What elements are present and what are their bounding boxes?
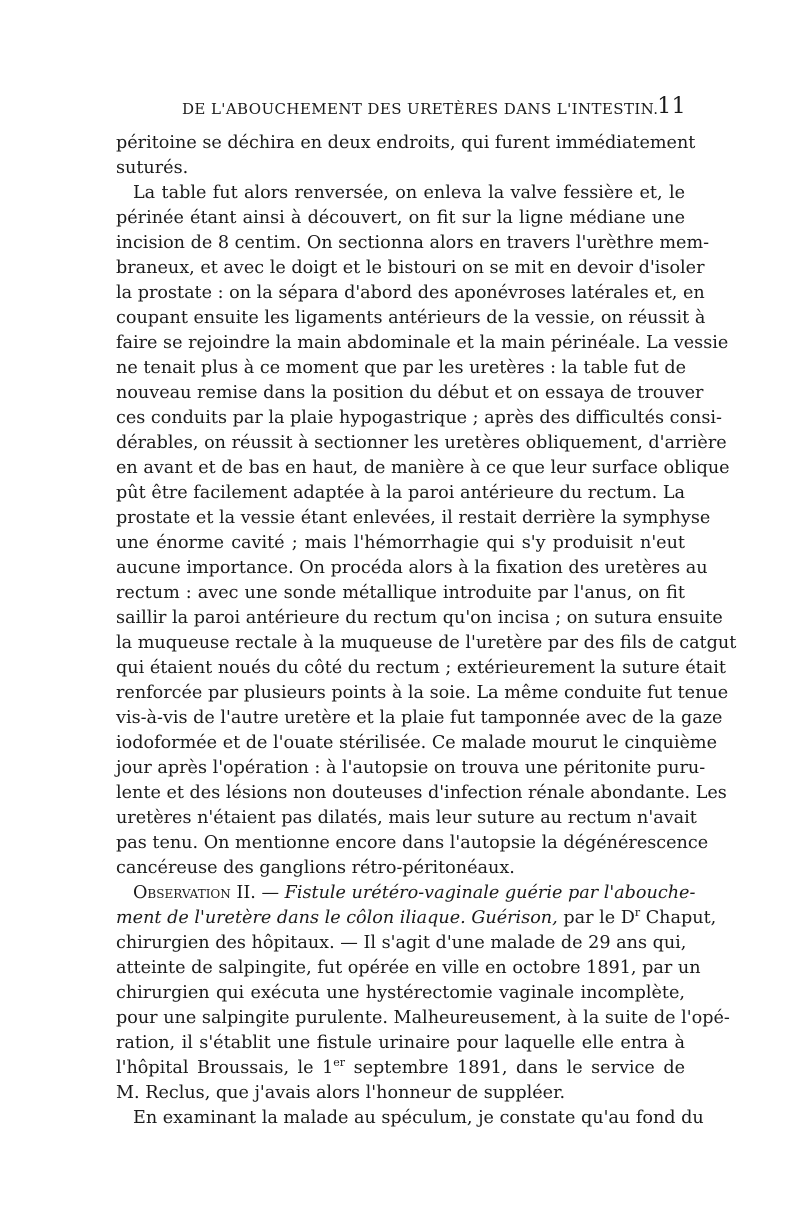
text-line: pût être facilement adaptée à la paroi antérieure du rectum. La (116, 483, 685, 503)
text-line: nouveau remise dans la position du début et on essaya de trouver (116, 383, 704, 403)
page-header (116, 94, 686, 124)
text-line: prostate et la vessie étant enlevées, il restait derrière la symphyse (116, 508, 711, 528)
date-line-start: l'hôpital Broussais, le 1 (116, 1058, 334, 1078)
text-line: M. Reclus, que j'avais alors l'honneur de suppléer. (116, 1083, 566, 1103)
date-line (116, 1055, 685, 1081)
text-line: incision de 8 centim. On sectionna alors en travers l'urèthre mem- (116, 233, 710, 253)
text-line: chirurgien des hôpitaux. — Il s'agit d'une malade de 29 ans qui, (116, 933, 687, 953)
date-line-end: septembre 1891, dans le service de (353, 1058, 685, 1078)
text-line: pour une salpingite purulente. Malheureusement, à la suite de l'opé- (116, 1008, 730, 1028)
observation-heading-line (133, 880, 696, 906)
observation-author: Chaput, (645, 908, 717, 928)
text-line: pas tenu. On mentionne encore dans l'autopsie la dégénérescence (116, 833, 709, 853)
observation-title: Fistule urétéro-vaginale guérie par l'abouche- (284, 883, 696, 903)
text-line: ration, il s'établit une fistule urinaire pour laquelle elle entra à (116, 1033, 685, 1053)
text-line: coupant ensuite les ligaments antérieurs de la vessie, on réussit à (116, 308, 706, 328)
observation-title-cont: ment de l'uretère dans le côlon iliaque. Guérison, (116, 908, 558, 928)
observation-by: par le D (563, 908, 635, 928)
text-line: cancéreuse des ganglions rétro-péritonéaux. (116, 858, 515, 878)
text-line: péritoine se déchira en deux endroits, qui furent immédiatement (116, 133, 696, 153)
observation-title-line (116, 905, 717, 931)
text-line: une énorme cavité ; mais l'hémorrhagie qui s'y produisit n'eut (116, 533, 685, 553)
text-line: vis-à-vis de l'autre uretère et la plaie fut tamponnée avec de la gaze (116, 708, 723, 728)
text-line: saillir la paroi antérieure du rectum qu'on incisa ; on sutura ensuite (116, 608, 723, 628)
text-line: aucune importance. On procéda alors à la fixation des uretères au (116, 558, 708, 578)
text-line: dérables, on réussit à sectionner les uretères obliquement, d'arrière (116, 433, 727, 453)
text-line: la muqueuse rectale à la muqueuse de l'uretère par des fils de catgut (116, 633, 737, 653)
text-line: ces conduits par la plaie hypogastrique ; après des difficultés consi- (116, 408, 722, 428)
text-line: périnée étant ainsi à découvert, on fit sur la ligne médiane une (116, 208, 685, 228)
text-line: en avant et de bas en haut, de manière à ce que leur surface oblique (116, 458, 730, 478)
text-line: lente et des lésions non douteuses d'infection rénale abondante. Les (116, 783, 727, 803)
doctor-abbrev-sup: r (634, 906, 641, 919)
text-line: qui étaient noués du côté du rectum ; extérieurement la suture était (116, 658, 726, 678)
text-line: braneux, et avec le doigt et le bistouri on se mit en devoir d'isoler (116, 258, 705, 278)
text-line: chirurgien qui exécuta une hystérectomie vaginale incomplète, (116, 983, 685, 1003)
page-number: 11 (657, 94, 686, 119)
observation-dash: — (261, 883, 280, 903)
text-line: rectum : avec une sonde métallique introduite par l'anus, on fit (116, 583, 685, 603)
text-line: la prostate : on la sépara d'abord des aponévroses latérales et, en (116, 283, 705, 303)
observation-label: Observation (133, 883, 231, 903)
text-line: suturés. (116, 158, 189, 178)
text-line: La table fut alors renversée, on enleva la valve fessière et, le (133, 183, 685, 203)
text-line: uretères n'étaient pas dilatés, mais leur suture au rectum n'avait (116, 808, 697, 828)
text-line: ne tenait plus à ce moment que par les uretères : la table fut de (116, 358, 687, 378)
observation-number: II. (236, 883, 256, 903)
text-line: atteinte de salpingite, fut opérée en ville en octobre 1891, par un (116, 958, 701, 978)
ordinal-sup: er (333, 1056, 346, 1069)
text-line: En examinant la malade au spéculum, je constate qu'au fond du (133, 1108, 704, 1128)
text-line: iodoformée et de l'ouate stérilisée. Ce malade mourut le cinquième (116, 733, 718, 753)
text-line: jour après l'opération : à l'autopsie on trouva une péritonite puru- (116, 758, 706, 778)
text-line: faire se rejoindre la main abdominale et la main périnéale. La vessie (116, 333, 729, 353)
running-title: DE L'ABOUCHEMENT DES URETÈRES DANS L'INTESTIN. (182, 100, 659, 118)
text-line: renforcée par plusieurs points à la soie. La même conduite fut tenue (116, 683, 729, 703)
